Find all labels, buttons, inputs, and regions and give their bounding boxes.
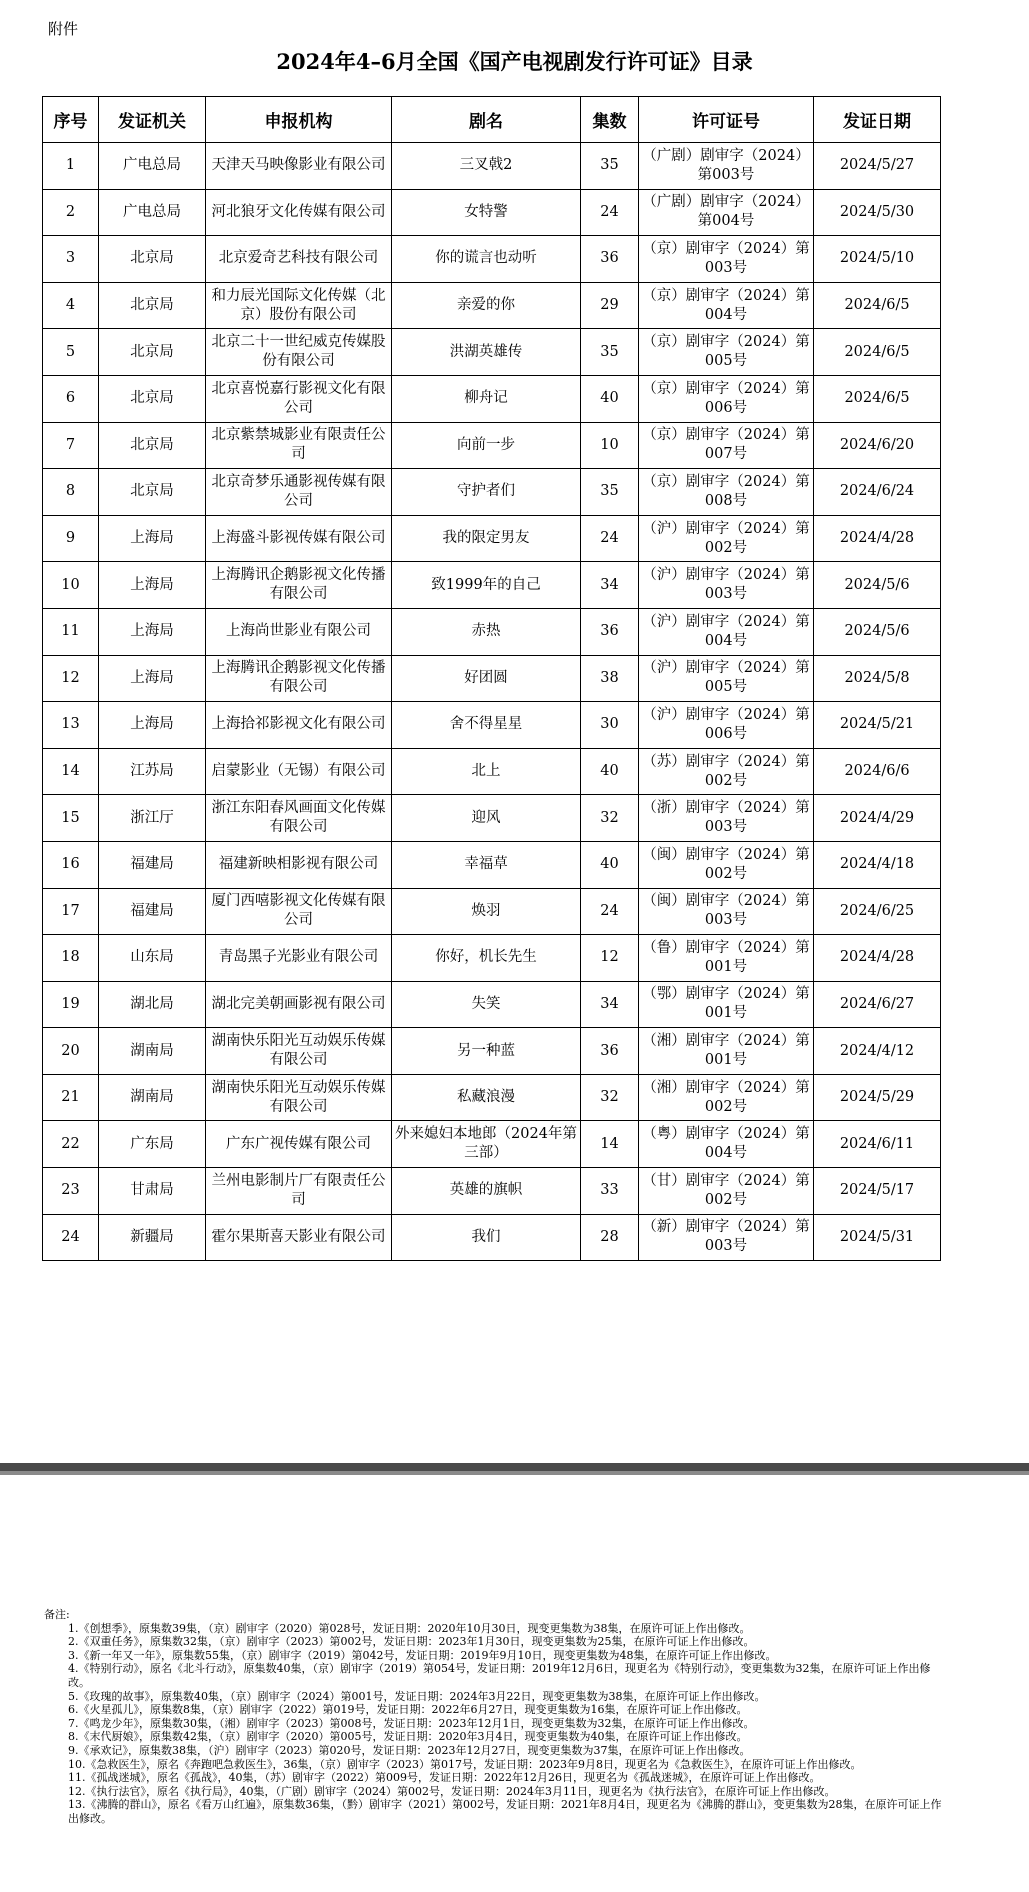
table-cell: 英雄的旗帜: [392, 1168, 581, 1215]
table-cell: 新疆局: [99, 1214, 206, 1261]
table-cell: 北京奇梦乐通影视传媒有限公司: [206, 469, 392, 516]
table-cell: 2024/6/24: [814, 469, 941, 516]
table-cell: 广东广视传媒有限公司: [206, 1121, 392, 1168]
table-cell: （沪）剧审字（2024）第004号: [639, 608, 814, 655]
page-separator: [0, 1463, 1029, 1475]
table-cell: 福建新映相影视有限公司: [206, 841, 392, 888]
table-row: [43, 795, 941, 842]
table-cell: 2024/6/25: [814, 888, 941, 935]
note-item: 6.《火星孤儿》，原集数8集，（京）剧审字（2022）第019号，发证日期：2022年6月27日，现变更集数为16集，在原许可证上作出修改。: [68, 1703, 748, 1717]
table-cell: 36: [581, 608, 639, 655]
license-table: [42, 96, 941, 1261]
table-cell: 湖北局: [99, 981, 206, 1028]
table-cell: 22: [43, 1121, 99, 1168]
table-row: [43, 608, 941, 655]
table-row: [43, 1168, 941, 1215]
table-cell: 20: [43, 1028, 99, 1075]
table-row: [43, 1121, 941, 1168]
table-cell: （京）剧审字（2024）第004号: [639, 282, 814, 329]
table-cell: （京）剧审字（2024）第006号: [639, 375, 814, 422]
table-cell: 40: [581, 841, 639, 888]
table-cell: 28: [581, 1214, 639, 1261]
table-cell: 向前一步: [392, 422, 581, 469]
table-cell: 私藏浪漫: [392, 1074, 581, 1121]
table-row: [43, 841, 941, 888]
table-cell: （京）剧审字（2024）第005号: [639, 329, 814, 376]
table-cell: 广电总局: [99, 189, 206, 236]
notes-label: 备注:: [44, 1608, 70, 1621]
table-cell: 2024/5/31: [814, 1214, 941, 1261]
table-row: [43, 981, 941, 1028]
table-cell: 甘肃局: [99, 1168, 206, 1215]
table-row: [43, 236, 941, 283]
table-cell: 2024/6/20: [814, 422, 941, 469]
table-cell: 河北狼牙文化传媒有限公司: [206, 189, 392, 236]
table-cell: 2024/6/5: [814, 375, 941, 422]
table-cell: 福建局: [99, 841, 206, 888]
table-cell: 6: [43, 375, 99, 422]
table-row: [43, 888, 941, 935]
table-cell: 11: [43, 608, 99, 655]
column-header: 申报机构: [206, 97, 392, 143]
table-cell: （湘）剧审字（2024）第001号: [639, 1028, 814, 1075]
table-cell: 浙江厅: [99, 795, 206, 842]
table-cell: 3: [43, 236, 99, 283]
table-cell: 北京局: [99, 282, 206, 329]
note-item: 2.《双重任务》，原集数32集，（京）剧审字（2023）第002号，发证日期：2023年1月30日，现变更集数为25集，在原许可证上作出修改。: [68, 1635, 755, 1649]
table-cell: 湖北完美朝画影视有限公司: [206, 981, 392, 1028]
table-cell: 启蒙影业（无锡）有限公司: [206, 748, 392, 795]
table-row: [43, 702, 941, 749]
note-item: 10.《急救医生》，原名《奔跑吧急救医生》，36集，（京）剧审字（2023）第017号，发证日期：2023年9月8日，现更名为《急救医生》，在原许可证上作出修改。: [68, 1757, 862, 1771]
table-cell: 和力辰光国际文化传媒（北京）股份有限公司: [206, 282, 392, 329]
table-cell: 北京局: [99, 375, 206, 422]
table-cell: 三叉戟2: [392, 143, 581, 190]
table-cell: 你的谎言也动听: [392, 236, 581, 283]
note-item: 1.《创想季》，原集数39集，（京）剧审字（2020）第028号，发证日期：2020年10月30日，现变更集数为38集，在原许可证上作出修改。: [68, 1621, 751, 1635]
table-row: [43, 189, 941, 236]
table-cell: 1: [43, 143, 99, 190]
table-row: [43, 329, 941, 376]
table-cell: 2024/4/28: [814, 935, 941, 982]
table-cell: （京）剧审字（2024）第008号: [639, 469, 814, 516]
table-cell: 北京爱奇艺科技有限公司: [206, 236, 392, 283]
table-cell: 赤热: [392, 608, 581, 655]
table-cell: 12: [581, 935, 639, 982]
table-cell: 35: [581, 329, 639, 376]
table-row: [43, 375, 941, 422]
column-header: 许可证号: [639, 97, 814, 143]
table-cell: 24: [581, 515, 639, 562]
table-cell: 9: [43, 515, 99, 562]
table-cell: 北京局: [99, 422, 206, 469]
table-cell: （沪）剧审字（2024）第005号: [639, 655, 814, 702]
table-cell: 失笑: [392, 981, 581, 1028]
note-item: 12.《执行法官》，原名《执行局》，40集，（广剧）剧审字（2024）第002号，发证日期：2024年3月11日，现更名为《执行法官》，在原许可证上作出修改。: [68, 1784, 836, 1798]
table-cell: 24: [43, 1214, 99, 1261]
table-header-row: [43, 97, 941, 143]
table-cell: 36: [581, 1028, 639, 1075]
table-cell: 广东局: [99, 1121, 206, 1168]
table-cell: 北京局: [99, 329, 206, 376]
table-cell: （广剧）剧审字（2024）第004号: [639, 189, 814, 236]
table-cell: 13: [43, 702, 99, 749]
table-cell: 8: [43, 469, 99, 516]
table-row: [43, 422, 941, 469]
table-cell: （湘）剧审字（2024）第002号: [639, 1074, 814, 1121]
table-cell: （沪）剧审字（2024）第006号: [639, 702, 814, 749]
table-cell: （广剧）剧审字（2024）第003号: [639, 143, 814, 190]
table-cell: 好团圆: [392, 655, 581, 702]
column-header: 集数: [581, 97, 639, 143]
table-cell: 5: [43, 329, 99, 376]
table-cell: 2024/4/28: [814, 515, 941, 562]
table-cell: 40: [581, 748, 639, 795]
table-cell: 2024/6/27: [814, 981, 941, 1028]
table-cell: 2024/5/30: [814, 189, 941, 236]
table-cell: （苏）剧审字（2024）第002号: [639, 748, 814, 795]
table-row: [43, 469, 941, 516]
table-cell: 湖南局: [99, 1028, 206, 1075]
table-cell: 2024/5/8: [814, 655, 941, 702]
table-cell: 40: [581, 375, 639, 422]
table-cell: 24: [581, 888, 639, 935]
table-cell: 湖南快乐阳光互动娱乐传媒有限公司: [206, 1074, 392, 1121]
table-cell: 舍不得星星: [392, 702, 581, 749]
table-cell: 北京二十一世纪威克传媒股份有限公司: [206, 329, 392, 376]
table-cell: 上海拾祁影视文化有限公司: [206, 702, 392, 749]
table-cell: 30: [581, 702, 639, 749]
table-cell: 幸福草: [392, 841, 581, 888]
table-cell: 14: [43, 748, 99, 795]
table-cell: 2024/5/10: [814, 236, 941, 283]
table-cell: 2024/4/29: [814, 795, 941, 842]
table-cell: 10: [581, 422, 639, 469]
notes-section: [44, 1608, 944, 1826]
table-cell: 2024/5/6: [814, 562, 941, 609]
table-cell: 上海局: [99, 655, 206, 702]
table-cell: 上海局: [99, 562, 206, 609]
table-cell: 焕羽: [392, 888, 581, 935]
note-item: 4.《特别行动》，原名《北斗行动》，原集数40集，（京）剧审字（2019）第054号，发证日期：2019年12月6日，现更名为《特别行动》，变更集数为32集，在原许可证上作出修改。: [68, 1662, 931, 1689]
table-cell: 2024/5/21: [814, 702, 941, 749]
table-cell: 北京紫禁城影业有限责任公司: [206, 422, 392, 469]
page-title: 2024年4–6月全国《国产电视剧发行许可证》目录: [276, 49, 753, 74]
table-cell: 2024/5/17: [814, 1168, 941, 1215]
table-cell: 湖南局: [99, 1074, 206, 1121]
table-cell: 北京喜悦嘉行影视文化有限公司: [206, 375, 392, 422]
table-cell: （京）剧审字（2024）第007号: [639, 422, 814, 469]
table-cell: 24: [581, 189, 639, 236]
table-cell: （浙）剧审字（2024）第003号: [639, 795, 814, 842]
table-cell: 女特警: [392, 189, 581, 236]
table-cell: 2024/6/5: [814, 282, 941, 329]
table-cell: 上海盛斗影视传媒有限公司: [206, 515, 392, 562]
note-item: 13.《沸腾的群山》，原名《看万山红遍》，原集数36集，（黔）剧审字（2021）第002号，发证日期：2021年8月4日，现更名为《沸腾的群山》，变更集数为28集，在原许可证上作出修改。: [68, 1798, 942, 1825]
table-cell: 12: [43, 655, 99, 702]
table-cell: 你好，机长先生: [392, 935, 581, 982]
table-cell: 广电总局: [99, 143, 206, 190]
table-cell: 18: [43, 935, 99, 982]
table-cell: （沪）剧审字（2024）第002号: [639, 515, 814, 562]
table-cell: 2: [43, 189, 99, 236]
table-cell: 34: [581, 562, 639, 609]
table-cell: 致1999年的自己: [392, 562, 581, 609]
table-cell: 上海局: [99, 515, 206, 562]
table-cell: 32: [581, 795, 639, 842]
table-cell: （沪）剧审字（2024）第003号: [639, 562, 814, 609]
table-cell: 14: [581, 1121, 639, 1168]
table-cell: 34: [581, 981, 639, 1028]
table-cell: 16: [43, 841, 99, 888]
table-body: [43, 143, 941, 1261]
table-row: [43, 748, 941, 795]
column-header: 发证机关: [99, 97, 206, 143]
table-cell: 17: [43, 888, 99, 935]
table-cell: 2024/5/29: [814, 1074, 941, 1121]
table-cell: 35: [581, 143, 639, 190]
table-cell: 北京局: [99, 469, 206, 516]
table-cell: 我们: [392, 1214, 581, 1261]
table-cell: 霍尔果斯喜天影业有限公司: [206, 1214, 392, 1261]
table-cell: （闽）剧审字（2024）第002号: [639, 841, 814, 888]
table-cell: （新）剧审字（2024）第003号: [639, 1214, 814, 1261]
table-cell: 上海局: [99, 608, 206, 655]
table-cell: 2024/6/6: [814, 748, 941, 795]
table-cell: 浙江东阳春风画面文化传媒有限公司: [206, 795, 392, 842]
table-row: [43, 143, 941, 190]
table-cell: 迎风: [392, 795, 581, 842]
table-cell: 36: [581, 236, 639, 283]
table-cell: 柳舟记: [392, 375, 581, 422]
table-cell: 山东局: [99, 935, 206, 982]
table-cell: 2024/5/6: [814, 608, 941, 655]
column-header: 发证日期: [814, 97, 941, 143]
table-cell: 38: [581, 655, 639, 702]
table-cell: 32: [581, 1074, 639, 1121]
table-cell: （甘）剧审字（2024）第002号: [639, 1168, 814, 1215]
table-cell: 福建局: [99, 888, 206, 935]
table-cell: 兰州电影制片厂有限责任公司: [206, 1168, 392, 1215]
note-item: 7.《鸣龙少年》，原集数30集，（湘）剧审字（2023）第008号，发证日期：2023年12月1日，现变更集数为32集，在原许可证上作出修改。: [68, 1716, 755, 1730]
note-item: 8.《末代厨娘》，原集数42集，（京）剧审字（2020）第005号，发证日期：2020年3月4日，现变更集数为40集，在原许可证上作出修改。: [68, 1730, 748, 1744]
table-row: [43, 1074, 941, 1121]
table-cell: 21: [43, 1074, 99, 1121]
table-cell: 洪湖英雄传: [392, 329, 581, 376]
table-cell: （京）剧审字（2024）第003号: [639, 236, 814, 283]
column-header: 序号: [43, 97, 99, 143]
table-cell: 上海局: [99, 702, 206, 749]
table-row: [43, 1214, 941, 1261]
table-cell: 上海腾讯企鹅影视文化传播有限公司: [206, 655, 392, 702]
table-row: [43, 562, 941, 609]
table-cell: 2024/4/12: [814, 1028, 941, 1075]
table-cell: （粤）剧审字（2024）第004号: [639, 1121, 814, 1168]
table-cell: 我的限定男友: [392, 515, 581, 562]
table-cell: 青岛黑子光影业有限公司: [206, 935, 392, 982]
table-cell: 上海腾讯企鹅影视文化传播有限公司: [206, 562, 392, 609]
table-cell: 北上: [392, 748, 581, 795]
table-cell: （闽）剧审字（2024）第003号: [639, 888, 814, 935]
table-row: [43, 282, 941, 329]
table-cell: （鲁）剧审字（2024）第001号: [639, 935, 814, 982]
table-cell: 35: [581, 469, 639, 516]
table-cell: 上海尚世影业有限公司: [206, 608, 392, 655]
table-cell: 7: [43, 422, 99, 469]
table-cell: 23: [43, 1168, 99, 1215]
table-cell: 另一种蓝: [392, 1028, 581, 1075]
note-item: 3.《新一年又一年》，原集数55集，（京）剧审字（2019）第042号，发证日期：2019年9月10日，现变更集数为48集，在原许可证上作出修改。: [68, 1648, 777, 1662]
table-cell: 外来媳妇本地郎（2024年第三部）: [392, 1121, 581, 1168]
note-item: 11.《孤战迷城》，原名《孤战》，40集，（苏）剧审字（2022）第009号，发证日期：2022年12月26日，现更名为《孤战迷城》，在原许可证上作出修改。: [68, 1771, 821, 1785]
table-cell: 19: [43, 981, 99, 1028]
table-cell: 10: [43, 562, 99, 609]
note-item: 9.《承欢记》，原集数38集，（沪）剧审字（2023）第020号，发证日期：2023年12月27日，现变更集数为37集，在原许可证上作出修改。: [68, 1743, 751, 1757]
table-row: [43, 935, 941, 982]
table-cell: 守护者们: [392, 469, 581, 516]
table-row: [43, 655, 941, 702]
table-cell: 2024/4/18: [814, 841, 941, 888]
table-cell: 2024/5/27: [814, 143, 941, 190]
table-row: [43, 1028, 941, 1075]
table-cell: 33: [581, 1168, 639, 1215]
table-cell: 北京局: [99, 236, 206, 283]
table-cell: （鄂）剧审字（2024）第001号: [639, 981, 814, 1028]
table-cell: 厦门西嘻影视文化传媒有限公司: [206, 888, 392, 935]
table-cell: 湖南快乐阳光互动娱乐传媒有限公司: [206, 1028, 392, 1075]
table-row: [43, 515, 941, 562]
table-cell: 29: [581, 282, 639, 329]
attachment-label: 附件: [48, 20, 79, 38]
column-header: 剧名: [392, 97, 581, 143]
note-item: 5.《玫瑰的故事》，原集数40集，（京）剧审字（2024）第001号，发证日期：2024年3月22日，现变更集数为38集，在原许可证上作出修改。: [68, 1689, 766, 1703]
table-cell: 天津天马映像影业有限公司: [206, 143, 392, 190]
table-cell: 15: [43, 795, 99, 842]
table-cell: 2024/6/5: [814, 329, 941, 376]
table-cell: 4: [43, 282, 99, 329]
table-cell: 亲爱的你: [392, 282, 581, 329]
table-cell: 2024/6/11: [814, 1121, 941, 1168]
table-cell: 江苏局: [99, 748, 206, 795]
